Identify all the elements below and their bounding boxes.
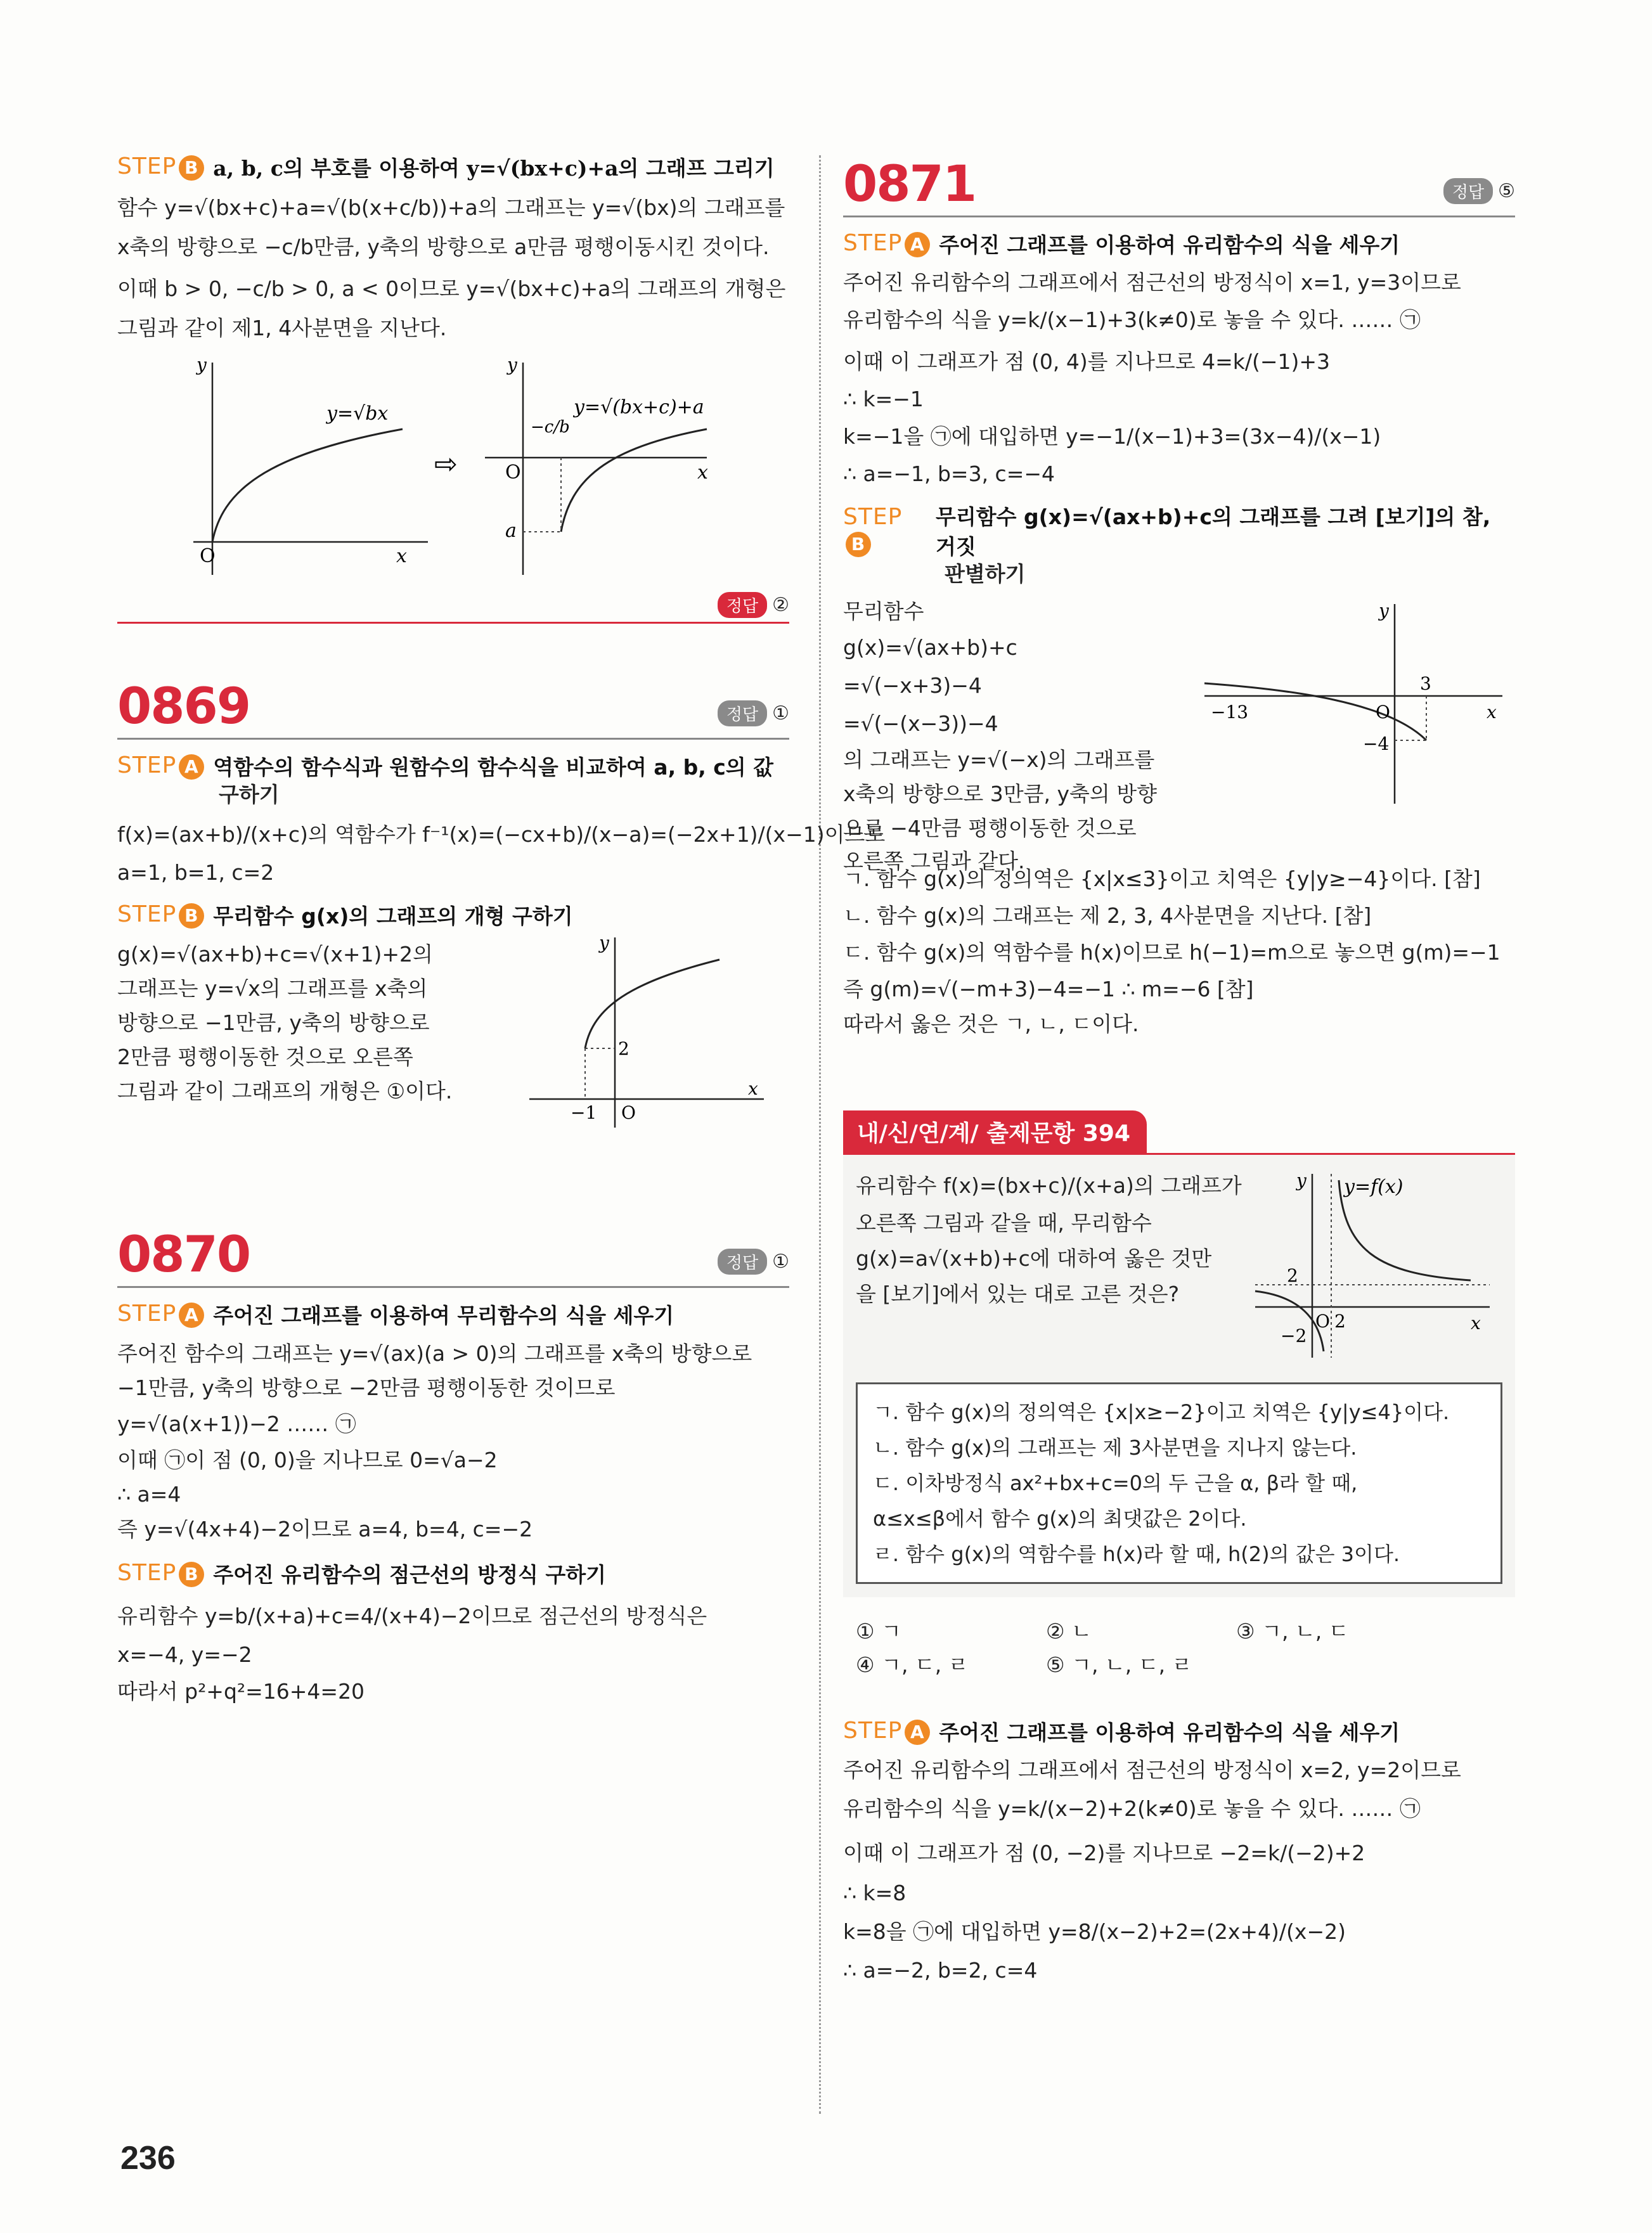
answer-value: ②	[772, 594, 789, 616]
bogi-item: α≤x≤β에서 함수 g(x)의 최댓값은 2이다.	[873, 1507, 1247, 1531]
text-line: ∴ k=−1	[843, 387, 924, 411]
text-line: 으로 −4만큼 평행이동한 것으로	[843, 816, 1137, 840]
x-axis-label: x	[697, 461, 708, 484]
y-axis-label: y	[507, 354, 517, 375]
tick-x-label: 2	[1334, 1311, 1346, 1332]
graph-sqrt-neg-x	[1198, 595, 1515, 810]
text-line: 무리함수	[843, 599, 924, 624]
step-tag: STEP A	[843, 230, 930, 257]
question-line: 오른쪽 그림과 같을 때, 무리함수	[856, 1211, 1152, 1235]
problem-header	[117, 668, 789, 740]
bogi-box	[856, 1382, 1502, 1584]
step-tag: STEP B	[117, 1560, 204, 1587]
step-header	[843, 229, 1515, 259]
curve-label: y=√bx	[326, 402, 389, 425]
question-line: 을 [보기]에서 있는 대로 고른 것은?	[856, 1282, 1180, 1306]
step-title: 무리함수 g(x)의 그래프의 개형 구하기	[213, 904, 573, 929]
problem-number: 0870	[117, 1226, 250, 1284]
x-axis-label: x	[1487, 702, 1497, 723]
step-tag: STEP A	[117, 752, 204, 780]
answer-badge: 정답	[718, 592, 767, 618]
step-letter: A	[905, 1720, 930, 1745]
choice-1[interactable]: ① ㄱ	[856, 1619, 901, 1644]
text-line: =√(−x+3)−4	[843, 673, 982, 698]
text-line: −1만큼, y축의 방향으로 −2만큼 평행이동한 것이므로	[117, 1375, 616, 1400]
problem-0871	[843, 146, 1515, 1041]
text-line: ∴ a=−1, b=3, c=−4	[843, 461, 1055, 486]
text-line: 함수 y=√(bx+c)+a=√(b(x+c/b))+a의 그래프는 y=√(bx)의 그래프를	[117, 195, 785, 220]
text-line: k=−1을 ㉠에 대입하면 y=−1/(x−1)+3=(3x−4)/(x−1)	[843, 424, 1381, 449]
text-line: k=8을 ㉠에 대입하면 y=8/(x−2)+2=(2x+4)/(x−2)	[843, 1919, 1346, 1944]
problem-header	[843, 146, 1515, 217]
tick-y-neg-label: −2	[1281, 1325, 1307, 1346]
problem-0870	[117, 1216, 789, 1710]
answer	[718, 1249, 789, 1275]
choice-5[interactable]: ⑤ ㄱ, ㄴ, ㄷ, ㄹ	[1046, 1652, 1192, 1677]
answer-value: ①	[772, 702, 789, 724]
column-divider	[819, 155, 821, 2114]
shift-label: −c/b	[531, 418, 570, 437]
graph-sqrt-bx	[193, 354, 428, 575]
step-title-cont: 판별하기	[945, 562, 1026, 586]
step-title: 무리함수 g(x)=√(ax+b)+c의 그래프를 그려 [보기]의 참, 거짓	[936, 505, 1491, 559]
stepB-body	[843, 595, 1515, 873]
origin-label: O	[200, 545, 216, 567]
text-line: 이때 ㉠이 점 (0, 0)을 지나므로 0=√a−2	[117, 1448, 498, 1472]
step-tag: STEP B	[117, 153, 204, 181]
step-header	[117, 751, 789, 781]
step-letter: B	[179, 1562, 204, 1587]
page-number: 236	[120, 2140, 176, 2177]
text-line: g(x)=√(ax+b)+c	[843, 635, 1017, 660]
graph-f-x	[1249, 1161, 1502, 1364]
prev-problem-stepB	[117, 152, 789, 624]
step-header	[843, 1716, 1515, 1746]
graph-shifted	[485, 354, 708, 575]
text-line: ㄷ. 함수 g(x)의 역함수를 h(x)이므로 h(−1)=m으로 놓으면 g(m)=−1	[843, 940, 1500, 965]
text-line: 오른쪽 그림과 같다.	[843, 849, 1025, 873]
origin-label: O	[621, 1102, 636, 1123]
tick-x-label: −1	[571, 1102, 597, 1123]
choice-3[interactable]: ③ ㄱ, ㄴ, ㄷ	[1236, 1619, 1349, 1644]
problem-0869	[117, 668, 886, 1147]
text-line: 유리함수 y=b/(x+a)+c=4/(x+4)−2이므로 점근선의 방정식은	[117, 1604, 707, 1628]
step-letter: B	[179, 903, 204, 929]
origin-label: O	[1315, 1311, 1330, 1332]
text-line: 이때 이 그래프가 점 (0, −2)를 지나므로 −2=k/(−2)+2	[843, 1841, 1365, 1865]
tick-y-label: −4	[1363, 733, 1390, 754]
text-line: 그림과 같이 그래프의 개형은 ①이다.	[117, 1079, 453, 1104]
step-tag: STEPB	[843, 504, 927, 557]
answer-badge: 정답	[718, 700, 767, 726]
answer	[1443, 178, 1515, 204]
bogi-item: ㄷ. 이차방정식 ax²+bx+c=0의 두 근을 α, β라 할 때,	[873, 1471, 1358, 1495]
choice-4[interactable]: ④ ㄱ, ㄷ, ㄹ	[856, 1652, 969, 1677]
text-line: y=√(a(x+1))−2 …… ㉠	[117, 1412, 356, 1436]
text-line: a=1, b=1, c=2	[117, 860, 274, 885]
text-line: 즉 g(m)=√(−m+3)−4=−1 ∴ m=−6 [참]	[843, 977, 1254, 1001]
text-line: 방향으로 −1만큼, y축의 방향으로	[117, 1010, 430, 1035]
text-line: g(x)=√(ax+b)+c=√(x+1)+2의	[117, 942, 433, 967]
answer-badge: 정답	[1443, 178, 1493, 204]
text-line: x축의 방향으로 −c/b만큼, y축의 방향으로 a만큼 평행이동시킨 것이다.	[117, 235, 770, 259]
graph-pair	[117, 347, 789, 588]
x-axis-label: x	[748, 1078, 758, 1099]
step-title: 주어진 그래프를 이용하여 유리함수의 식을 세우기	[939, 233, 1400, 257]
text-line: 따라서 p²+q²=16+4=20	[117, 1679, 365, 1704]
y-axis-label: y	[1296, 1170, 1307, 1191]
text-line: ㄱ. 함수 g(x)의 정의역은 {x|x≤3}이고 치역은 {y|y≥−4}이다. [참]	[843, 866, 1481, 891]
text-line: 그림과 같이 제1, 4사분면을 지난다.	[117, 316, 447, 340]
curve-label: y=f(x)	[1344, 1176, 1404, 1198]
answer-row	[117, 590, 789, 618]
step-title: 주어진 그래프를 이용하여 무리함수의 식을 세우기	[213, 1303, 674, 1328]
bogi-item: ㄹ. 함수 g(x)의 역함수를 h(x)라 할 때, h(2)의 값은 3이다.	[873, 1542, 1400, 1566]
question-line: g(x)=a√(x+b)+c에 대하여 옳은 것만	[856, 1246, 1212, 1271]
text-line: ∴ a=−2, b=2, c=4	[843, 1958, 1038, 1983]
text-line: ∴ a=4	[117, 1482, 181, 1507]
step-title-cont: 구하기	[219, 782, 280, 807]
text-line: 따라서 옳은 것은 ㄱ, ㄴ, ㄷ이다.	[843, 1012, 1139, 1036]
step-letter: B	[846, 532, 871, 557]
text-line: =√(−(x−3))−4	[843, 711, 998, 736]
step-tag: STEP B	[117, 901, 204, 929]
step-title: 주어진 유리함수의 점근선의 방정식 구하기	[213, 1562, 607, 1587]
question-area	[843, 1155, 1515, 1364]
curve-label: y=√(bx+c)+a	[574, 396, 704, 418]
y-axis-label: y	[599, 932, 609, 953]
graph-sqrt-x-plus-1	[523, 925, 777, 1140]
a-label: a	[505, 520, 517, 542]
text-line: 유리함수의 식을 y=k/(x−2)+2(k≠0)로 놓을 수 있다. …… ㉠	[843, 1796, 1421, 1821]
origin-label: O	[1376, 702, 1390, 723]
link-header: 내/신/연/계/ 출제문항 394	[843, 1110, 1147, 1153]
section-rule	[117, 622, 789, 624]
step-tag: STEP A	[843, 1718, 930, 1745]
choice-2[interactable]: ② ㄴ	[1046, 1619, 1092, 1644]
step-title: 주어진 그래프를 이용하여 유리함수의 식을 세우기	[939, 1720, 1400, 1745]
problem-number: 0869	[117, 678, 250, 735]
bogi-item: ㄴ. 함수 g(x)의 그래프는 제 3사분면을 지나지 않는다.	[873, 1436, 1357, 1460]
step-header	[117, 1299, 789, 1329]
text-line: 주어진 유리함수의 그래프에서 점근선의 방정식이 x=1, y=3이므로	[843, 270, 1461, 295]
text-line: 이때 이 그래프가 점 (0, 4)를 지나므로 4=k/(−1)+3	[843, 349, 1330, 374]
text-line: f(x)=(ax+b)/(x+c)의 역함수가 f⁻¹(x)=(−cx+b)/(x−a)=(−2x+1)/(x−1)이므로	[117, 822, 886, 847]
x-axis-label: x	[396, 545, 407, 567]
problem-header	[117, 1216, 789, 1288]
answer-badge: 정답	[718, 1249, 767, 1275]
step-title: 역함수의 함수식과 원함수의 함수식을 비교하여 a, b, c의 값	[213, 755, 774, 780]
step-header	[117, 152, 789, 182]
text-line: ∴ k=8	[843, 1881, 907, 1905]
text-line: 유리함수의 식을 y=k/(x−1)+3(k≠0)로 놓을 수 있다. …… ㉠	[843, 307, 1421, 332]
problem-number: 0871	[843, 156, 976, 213]
x-axis-label: x	[1471, 1313, 1481, 1334]
step-letter: A	[179, 1303, 204, 1328]
choices	[856, 1615, 1515, 1678]
step-letter: A	[905, 232, 930, 257]
text-line: 이때 b > 0, −c/b > 0, a < 0이므로 y=√(bx+c)+a의 그래프의 개형은	[117, 276, 786, 301]
step-title: a, b, c의 부호를 이용하여 y=√(bx+c)+a의 그래프 그리기	[213, 156, 775, 181]
linked-problem	[843, 1110, 1515, 1988]
tick-y-label: 2	[1287, 1265, 1298, 1286]
text-line: 2만큼 평행이동한 것으로 오른쪽	[117, 1045, 413, 1069]
step-letter: B	[179, 155, 204, 181]
text-line: 그래프는 y=√x의 그래프를 x축의	[117, 976, 428, 1001]
tick-x-label: 3	[1420, 673, 1431, 694]
text-line: 주어진 유리함수의 그래프에서 점근선의 방정식이 x=2, y=2이므로	[843, 1758, 1461, 1782]
text-line: ㄴ. 함수 g(x)의 그래프는 제 2, 3, 4사분면을 지난다. [참]	[843, 903, 1372, 928]
origin-label: O	[505, 461, 521, 484]
text-line: 주어진 함수의 그래프는 y=√(ax)(a > 0)의 그래프를 x축의 방향으로	[117, 1341, 752, 1366]
bogi-item: ㄱ. 함수 g(x)의 정의역은 {x|x≥−2}이고 치역은 {y|y≤4}이다.	[873, 1400, 1450, 1424]
step-letter: A	[179, 754, 204, 780]
step-tag: STEP A	[117, 1301, 204, 1328]
answer-value: ⑤	[1498, 180, 1515, 202]
text-line: x축의 방향으로 3만큼, y축의 방향	[843, 782, 1158, 806]
text-line: 즉 y=√(4x+4)−2이므로 a=4, b=4, c=−2	[117, 1517, 533, 1541]
tick-y-label: 2	[618, 1038, 629, 1059]
y-axis-label: y	[1379, 600, 1389, 621]
step-header	[843, 501, 1515, 560]
text-line: 의 그래프는 y=√(−x)의 그래프를	[843, 747, 1155, 772]
tick-x-neg-label: −13	[1211, 702, 1249, 723]
question-line: 유리함수 f(x)=(bx+c)/(x+a)의 그래프가	[856, 1173, 1242, 1198]
answer	[718, 700, 789, 726]
stepB-body	[117, 932, 789, 1147]
right-column	[843, 146, 1515, 1988]
arrow-icon: ⇨	[434, 448, 458, 480]
text-line: x=−4, y=−2	[117, 1642, 252, 1667]
y-axis-label: y	[197, 354, 207, 375]
answer	[718, 592, 789, 618]
step-header	[117, 1559, 789, 1588]
bogi-wrapper	[843, 1364, 1515, 1597]
answer-value: ①	[772, 1251, 789, 1273]
